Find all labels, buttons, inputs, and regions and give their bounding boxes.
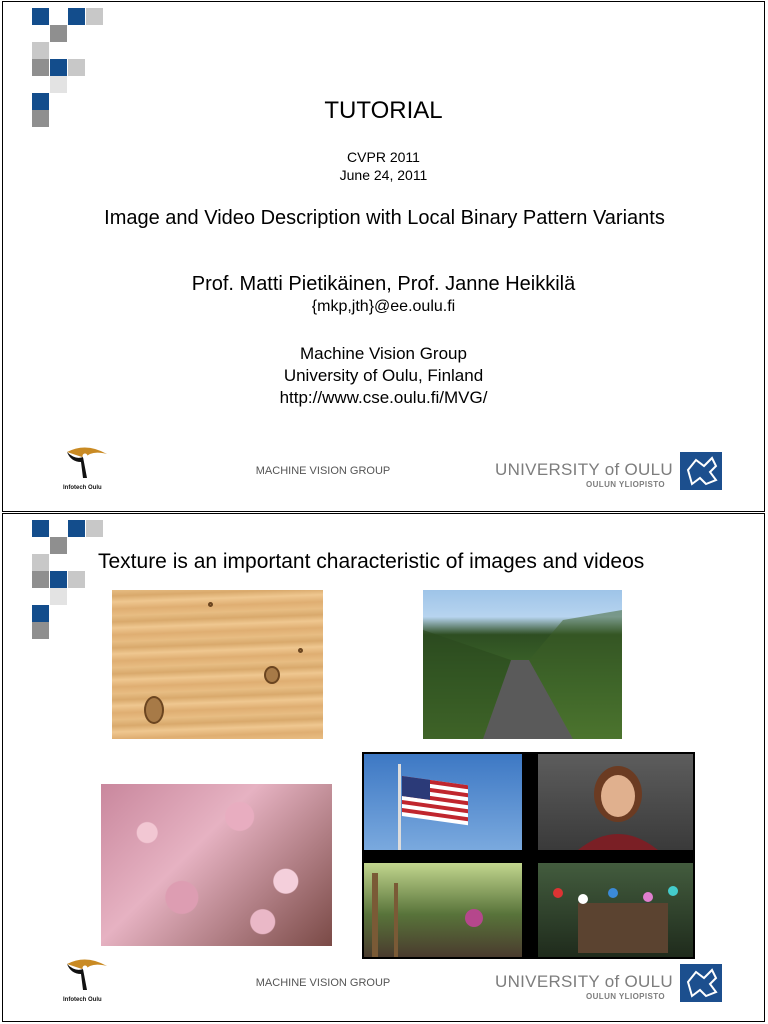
infotech-oulu-logo <box>61 442 111 492</box>
cherry-blossom-image <box>101 784 332 946</box>
wood-texture-image <box>112 590 323 739</box>
infotech-oulu-logo <box>61 954 111 1004</box>
authors: Prof. Matti Pietikäinen, Prof. Janne Heikkilä <box>191 273 576 295</box>
footer-group-label: MACHINE VISION GROUP <box>255 465 391 477</box>
group-name: Machine Vision Group <box>300 344 467 363</box>
university-subtitle: OULUN YLIOPISTO <box>586 480 666 489</box>
flag-frame <box>364 754 522 850</box>
affiliation-block <box>3 343 764 409</box>
playground-frame <box>364 863 522 957</box>
university-subtitle: OULUN YLIOPISTO <box>586 992 666 1001</box>
university-name: University of Oulu, Finland <box>283 366 484 385</box>
university-wordmark: UNIVERSITY of OULU <box>495 972 673 991</box>
svg-text:Infotech Oulu: Infotech Oulu <box>63 485 102 491</box>
university-crest-icon <box>680 452 722 490</box>
conference-name: CVPR 2011 <box>347 149 420 165</box>
tutorial-heading: TUTORIAL <box>324 97 443 124</box>
talk-title: Image and Video Description with Local Binary Pattern Variants <box>104 207 665 229</box>
slide-2 <box>2 513 765 1022</box>
footer-group-label: MACHINE VISION GROUP <box>255 977 391 989</box>
svg-text:Infotech Oulu: Infotech Oulu <box>63 997 102 1003</box>
garden-frame <box>538 863 693 957</box>
university-wordmark: UNIVERSITY of OULU <box>495 460 673 479</box>
university-crest-icon <box>680 964 722 1002</box>
person-frame <box>538 754 693 850</box>
checker-logo <box>32 520 107 640</box>
conference-info <box>3 148 764 184</box>
road-scene-image <box>423 590 622 739</box>
slide-title: Texture is an important characteristic of images and videos <box>98 550 645 573</box>
conference-date: June 24, 2011 <box>339 167 428 183</box>
video-frames-collage <box>362 752 695 959</box>
group-url[interactable]: http://www.cse.oulu.fi/MVG/ <box>279 388 488 407</box>
slide-1 <box>2 1 765 512</box>
author-email: {mkp,jth}@ee.oulu.fi <box>311 298 456 315</box>
